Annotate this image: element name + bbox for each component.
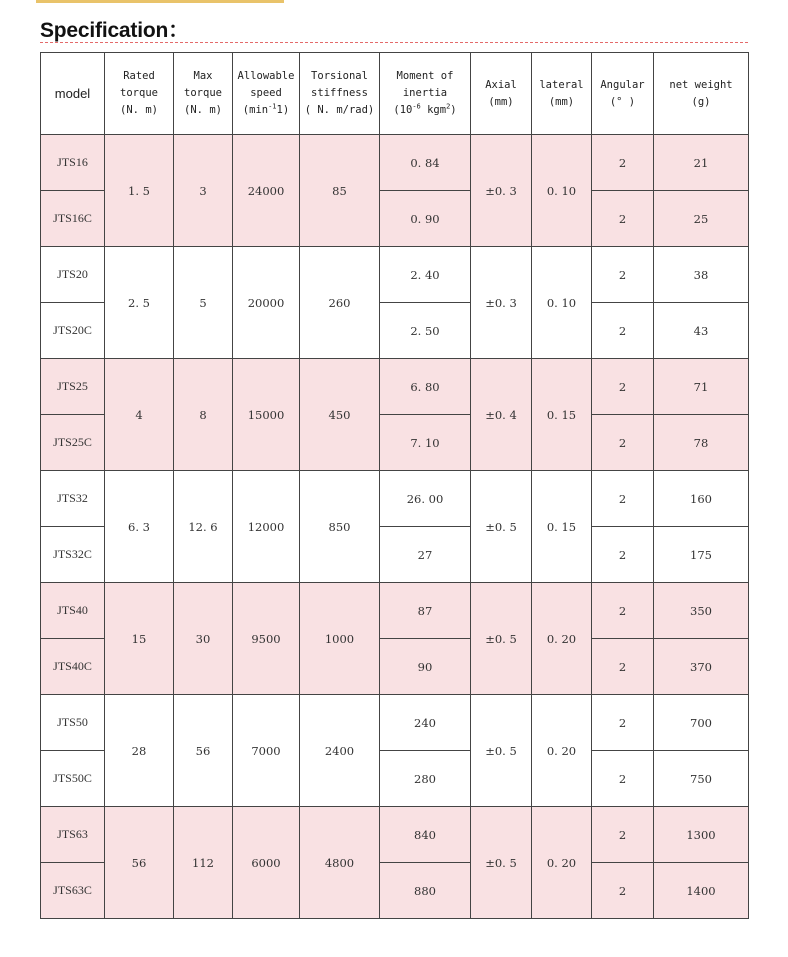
title-divider: [40, 42, 748, 43]
cell-rated-torque: 1. 5: [105, 135, 174, 247]
cell-rated-torque: 6. 3: [105, 471, 174, 583]
header-speed: Allowable speed $(\min^{-1}1)$: [233, 53, 300, 135]
cell-lateral: 0. 15: [532, 359, 592, 471]
cell-angular: 2: [592, 415, 654, 471]
cell-speed: 15000: [233, 359, 300, 471]
cell-model: JTS25C: [41, 415, 105, 471]
cell-speed: 24000: [233, 135, 300, 247]
cell-weight: 25: [654, 191, 749, 247]
cell-angular: 2: [592, 471, 654, 527]
cell-model: JTS63: [41, 807, 105, 863]
cell-model: JTS63C: [41, 863, 105, 919]
table-row: [41, 471, 749, 527]
table-row: [41, 359, 749, 415]
cell-inertia: 90: [380, 639, 471, 695]
cell-axial: ±0. 3: [471, 247, 532, 359]
cell-angular: 2: [592, 247, 654, 303]
cell-model: JTS32: [41, 471, 105, 527]
table-row: [41, 583, 749, 639]
cell-max-torque: 12. 6: [174, 471, 233, 583]
cell-model: JTS20C: [41, 303, 105, 359]
cell-stiffness: 260: [300, 247, 380, 359]
cell-model: JTS40C: [41, 639, 105, 695]
cell-model: JTS20: [41, 247, 105, 303]
cell-rated-torque: 15: [105, 583, 174, 695]
header-weight: net weight (g): [654, 53, 749, 135]
cell-inertia: 2. 40: [380, 247, 471, 303]
cell-rated-torque: 56: [105, 807, 174, 919]
cell-model: JTS16: [41, 135, 105, 191]
cell-speed: 7000: [233, 695, 300, 807]
cell-angular: 2: [592, 527, 654, 583]
header-rated-torque: Rated torque (N. m): [105, 53, 174, 135]
cell-angular: 2: [592, 135, 654, 191]
cell-lateral: 0. 20: [532, 807, 592, 919]
cell-rated-torque: 2. 5: [105, 247, 174, 359]
cell-max-torque: 112: [174, 807, 233, 919]
cell-weight: 370: [654, 639, 749, 695]
cell-inertia: 7. 10: [380, 415, 471, 471]
header-stiffness: Torsional stiffness ( N. m/rad): [300, 53, 380, 135]
header-row: [41, 53, 749, 135]
cell-inertia: 27: [380, 527, 471, 583]
page-title: Specification：: [40, 19, 189, 42]
cell-stiffness: 2400: [300, 695, 380, 807]
cell-weight: 1400: [654, 863, 749, 919]
cell-stiffness: 450: [300, 359, 380, 471]
cell-inertia: 0. 90: [380, 191, 471, 247]
cell-max-torque: 30: [174, 583, 233, 695]
cell-inertia: 840: [380, 807, 471, 863]
table-row: [41, 695, 749, 751]
cell-angular: 2: [592, 695, 654, 751]
cell-stiffness: 850: [300, 471, 380, 583]
cell-angular: 2: [592, 359, 654, 415]
cell-weight: 38: [654, 247, 749, 303]
cell-inertia: 26. 00: [380, 471, 471, 527]
cell-lateral: 0. 10: [532, 247, 592, 359]
spec-table: [40, 52, 749, 919]
cell-angular: 2: [592, 639, 654, 695]
cell-model: JTS40: [41, 583, 105, 639]
cell-rated-torque: 4: [105, 359, 174, 471]
cell-weight: 71: [654, 359, 749, 415]
table-row: [41, 135, 749, 191]
cell-inertia: 87: [380, 583, 471, 639]
cell-stiffness: 4800: [300, 807, 380, 919]
cell-angular: 2: [592, 863, 654, 919]
cell-speed: 12000: [233, 471, 300, 583]
cell-model: JTS16C: [41, 191, 105, 247]
cell-inertia: 280: [380, 751, 471, 807]
cell-axial: ±0. 5: [471, 695, 532, 807]
header-lateral: lateral (mm): [532, 53, 592, 135]
cell-inertia: 6. 80: [380, 359, 471, 415]
cell-inertia: 2. 50: [380, 303, 471, 359]
header-angular: Angular (° ): [592, 53, 654, 135]
cell-weight: 1300: [654, 807, 749, 863]
cell-angular: 2: [592, 583, 654, 639]
cell-max-torque: 8: [174, 359, 233, 471]
cell-lateral: 0. 20: [532, 583, 592, 695]
header-inertia: Moment of inertia ($10^{-6}$ kgm$^2$): [380, 53, 471, 135]
cell-weight: 175: [654, 527, 749, 583]
cell-weight: 21: [654, 135, 749, 191]
cell-max-torque: 5: [174, 247, 233, 359]
header-max-torque: Max torque (N. m): [174, 53, 233, 135]
top-accent-bar: [36, 0, 284, 3]
table-row: [41, 807, 749, 863]
cell-speed: 9500: [233, 583, 300, 695]
cell-stiffness: 85: [300, 135, 380, 247]
cell-speed: 6000: [233, 807, 300, 919]
cell-model: JTS25: [41, 359, 105, 415]
cell-speed: 20000: [233, 247, 300, 359]
cell-rated-torque: 28: [105, 695, 174, 807]
cell-weight: 700: [654, 695, 749, 751]
cell-max-torque: 56: [174, 695, 233, 807]
cell-lateral: 0. 15: [532, 471, 592, 583]
cell-weight: 160: [654, 471, 749, 527]
cell-angular: 2: [592, 303, 654, 359]
cell-max-torque: 3: [174, 135, 233, 247]
cell-weight: 750: [654, 751, 749, 807]
header-model: model: [41, 53, 105, 135]
cell-weight: 350: [654, 583, 749, 639]
cell-axial: ±0. 5: [471, 583, 532, 695]
cell-model: JTS50C: [41, 751, 105, 807]
table-row: [41, 247, 749, 303]
cell-angular: 2: [592, 807, 654, 863]
cell-axial: ±0. 5: [471, 471, 532, 583]
cell-inertia: 0. 84: [380, 135, 471, 191]
cell-angular: 2: [592, 751, 654, 807]
cell-stiffness: 1000: [300, 583, 380, 695]
cell-axial: ±0. 3: [471, 135, 532, 247]
cell-axial: ±0. 4: [471, 359, 532, 471]
cell-lateral: 0. 10: [532, 135, 592, 247]
cell-inertia: 880: [380, 863, 471, 919]
cell-model: JTS32C: [41, 527, 105, 583]
cell-model: JTS50: [41, 695, 105, 751]
cell-weight: 78: [654, 415, 749, 471]
spec-table-body: [41, 135, 749, 919]
cell-lateral: 0. 20: [532, 695, 592, 807]
cell-angular: 2: [592, 191, 654, 247]
header-axial: Axial (mm): [471, 53, 532, 135]
cell-weight: 43: [654, 303, 749, 359]
cell-inertia: 240: [380, 695, 471, 751]
cell-axial: ±0. 5: [471, 807, 532, 919]
